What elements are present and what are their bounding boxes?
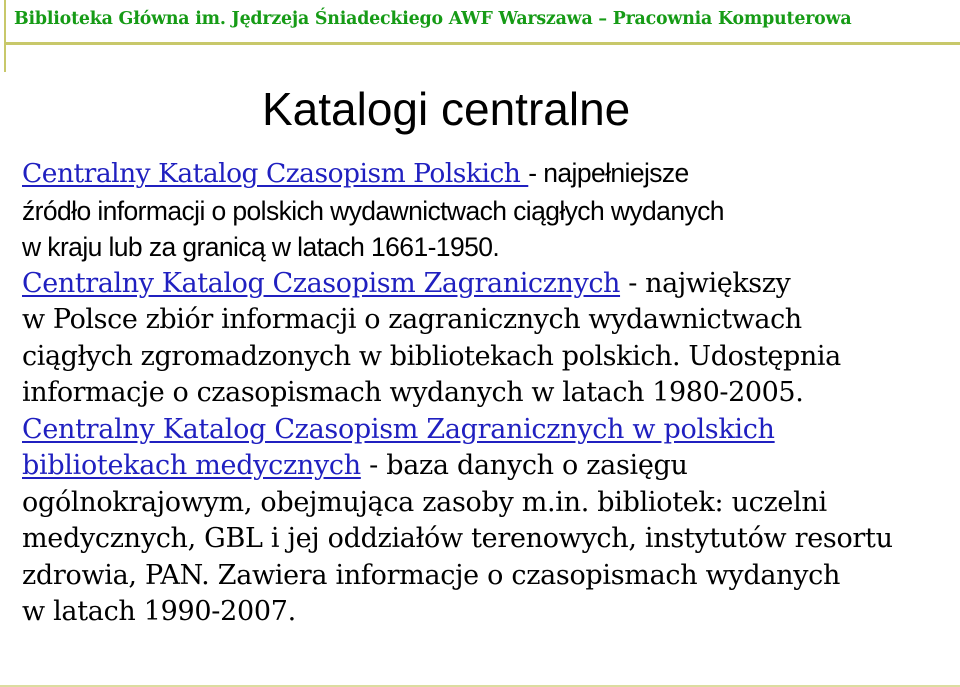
slide-content <box>22 155 942 631</box>
entry-medycznych-line-1 <box>22 412 942 449</box>
entry-medycznych-line-3: ogólnokrajowym, obejmująca zasoby m.in. bibliotek: uczelni <box>22 486 827 518</box>
entry-medycznych-text-1: - baza danych o zasięgu <box>360 450 688 481</box>
link-katalog-medycznych-part-1[interactable]: Centralny Katalog Czasopism Zagranicznych w polskich <box>22 413 775 445</box>
entry-polskich-line-3: w kraju lub za granicą w latach 1661-1950. <box>22 232 500 262</box>
link-katalog-czasopism-zagranicznych[interactable]: Centralny Katalog Czasopism Zagranicznych <box>22 267 621 299</box>
link-katalog-medycznych-part-2[interactable]: bibliotekach medycznych <box>22 450 361 481</box>
entry-medycznych-line-2 <box>22 448 942 485</box>
entry-medycznych-line-4: medycznych, GBL i jej oddziałów terenowych, instytutów resortu <box>22 523 893 554</box>
entry-medycznych-line-6: w latach 1990-2007. <box>22 596 296 627</box>
entry-polskich-line-1 <box>22 155 942 193</box>
slide-title: Katalogi centralne <box>262 83 631 135</box>
entry-zagranicznych-line-4: informacje o czasopismach wydanych w latach 1980-2005. <box>22 377 804 408</box>
entry-zagranicznych-text-1: - największy <box>620 267 791 299</box>
entry-medycznych-line-5: zdrowia, PAN. Zawiera informacje o czasopismach wydanych <box>22 559 841 591</box>
slide-header: Biblioteka Główna im. Jędrzeja Śniadeckiego AWF Warszawa – Pracownia Komputerowa <box>14 9 852 29</box>
entry-zagranicznych <box>22 266 942 412</box>
entry-zagranicznych-line-2: w Polsce zbiór informacji o zagranicznych wydawnictwach <box>22 304 802 335</box>
entry-zagranicznych-line-1 <box>22 266 942 303</box>
entry-polskich <box>22 155 942 266</box>
entry-polskich-text-1: - najpełniejsze <box>528 158 689 188</box>
header-divider <box>4 42 960 45</box>
link-katalog-czasopism-polskich[interactable]: Centralny Katalog Czasopism Polskich <box>22 158 529 189</box>
entry-polskich-line-2: źródło informacji o polskich wydawnictwach ciągłych wydanych <box>22 195 724 226</box>
entry-zagranicznych-line-3: ciągłych zgromadzonych w bibliotekach polskich. Udostępnia <box>22 340 841 372</box>
entry-medycznych <box>22 412 942 631</box>
left-accent-rule <box>4 0 6 72</box>
